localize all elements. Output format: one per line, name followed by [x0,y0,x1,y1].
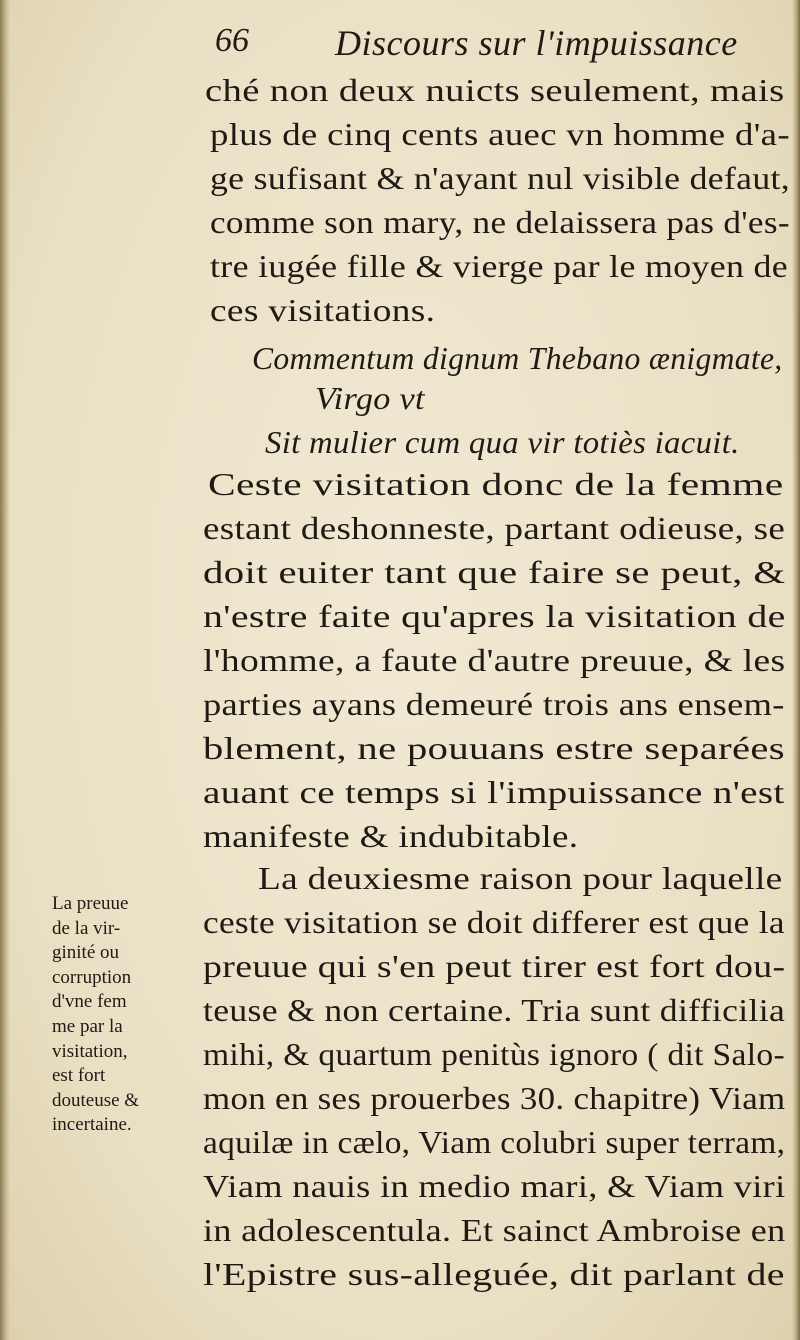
text-line: l'Epistre sus-alleguée, dit parlant de [203,1256,785,1292]
margin-note-line: La preuue [52,893,129,914]
margin-note-line: me par la [52,1015,123,1037]
margin-note-line: corruption [52,966,132,988]
text-line: mon en ses prouerbes 30. chapitre) Viam [203,1080,786,1116]
text-line: doit euiter tant que faire se peut, & [203,554,786,590]
margin-note-line: incertaine. [52,1114,132,1136]
page-number: 66 [215,22,249,59]
text-line: ces visitations. [210,292,436,328]
margin-note-line: de la vir- [52,917,121,939]
text-line: mihi, & quartum penitùs ignoro ( dit Salo- [203,1036,785,1072]
text-line: ceste visitation se doit differer est que la [203,904,785,940]
text-line: estant deshonneste, partant odieuse, se [203,510,786,546]
page-header [215,18,775,68]
text-line: l'homme, a faute d'autre preuue, & les [203,642,786,678]
text-line: Sit mulier cum qua vir totiès iacuit. [265,424,740,460]
text-line: blement, ne pouuans estre separées [203,730,785,766]
text-line: Viam nauis in medio mari, & Viam viri [203,1168,786,1204]
margin-note-line: visitation, [52,1040,128,1062]
text-line: n'estre faite qu'apres la visitation de [203,598,786,634]
text-line: parties ayans demeuré trois ans ensem- [203,686,785,722]
text-line: plus de cinq cents auec vn homme d'a- [210,116,790,152]
text-line: Ceste visitation donc de la femme [208,466,784,502]
text-line: Virgo vt [315,380,425,416]
page-spine-shadow [0,0,10,1340]
text-line: teuse & non certaine. Tria sunt difficilia [203,992,786,1028]
text-line: La deuxiesme raison pour laquelle [258,860,783,896]
text-line: manifeste & indubitable. [203,818,579,854]
text-line: aquilæ in cælo, Viam colubri super terram, [203,1124,786,1160]
text-line: ché non deux nuicts seulement, mais [205,72,785,108]
text-line: auant ce temps si l'impuissance n'est [203,774,785,810]
margin-note [52,892,192,1138]
running-title: Discours sur l'impuissance [335,23,738,63]
text-line: in adolescentula. Et sainct Ambroise en [203,1212,786,1248]
text-line: tre iugée fille & vierge par le moyen de [210,248,789,284]
margin-note-line: est fort [52,1065,106,1087]
text-line: Commentum dignum Thebano ænigmate, [252,340,783,376]
margin-note-line: d'vne fem [52,991,127,1013]
margin-note-line: douteuse & [52,1089,140,1111]
page-edge-shadow [792,0,800,1340]
text-line: comme son mary, ne delaissera pas d'es- [210,204,790,240]
margin-note-line: ginité ou [52,942,120,964]
text-line: ge sufisant & n'ayant nul visible defaut, [210,160,791,196]
text-line: preuue qui s'en peut tirer est fort dou- [203,948,786,984]
